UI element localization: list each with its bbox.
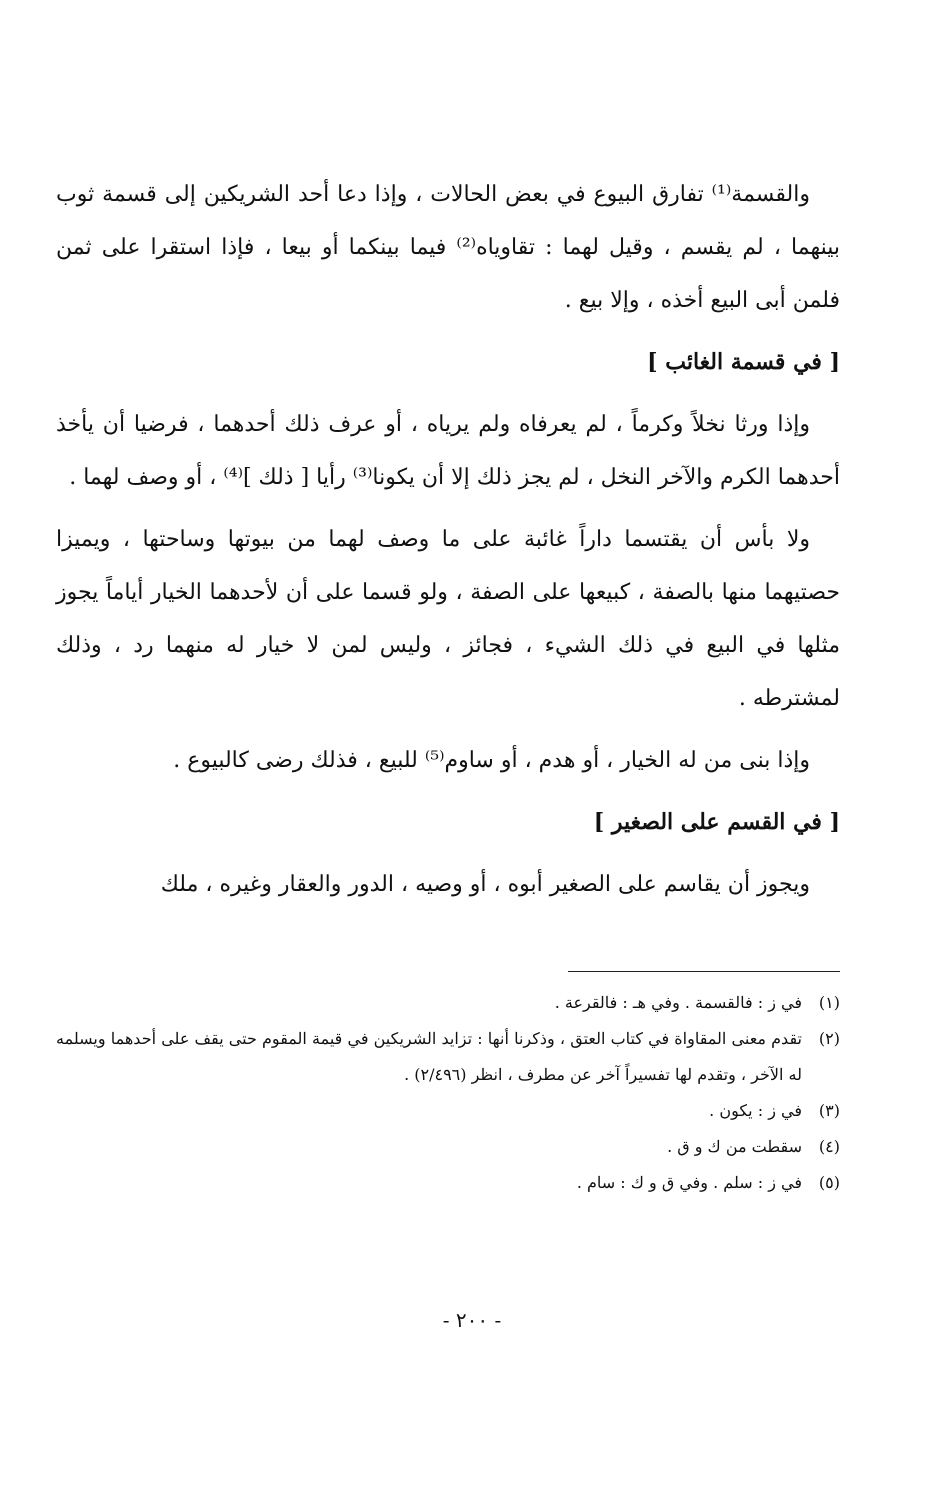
footnote-number: (١) [818, 993, 840, 1012]
footnote [56, 1021, 840, 1093]
footnote-text: تقدم معنى المقاواة في كتاب العتق ، وذكرنا أنها : تزايد الشريكين في قيمة المقوم حتى يقف على أحدهما ويسلمه له الآخر ، وتقدم لها تفسيراً آخر عن مطرف ، انظر (٢/٤٩٦) . [56, 1029, 802, 1084]
footnote-text: في ز : فالقسمة . وفي هـ : فالقرعة . [554, 993, 802, 1012]
section-heading: [ في قسمة الغائب ] [647, 349, 840, 375]
main-text [56, 168, 840, 911]
footnote-separator [568, 971, 840, 972]
section-heading: [ في القسم على الصغير ] [593, 809, 840, 835]
paragraph: والقسمة⁽¹⁾ تفارق البيوع في بعض الحالات ، وإذا دعا أحد الشريكين إلى قسمة ثوب بينهما ، لم يقسم ، وقيل لهما : تقاوياه⁽²⁾ فيما بينكما أو بيعا ، فإذا استقرا على ثمن فلمن أبى البيع أخذه ، وإلا بيع . [56, 182, 840, 313]
paragraph: ولا بأس أن يقتسما داراً غائبة على ما وصف لهما من بيوتها وساحتها ، ويميزا حصتيهما منها بالصفة ، كبيعها على الصفة ، ولو قسما على أن لأحدهما الخيار أياماً يجوز مثلها في البيع في ذلك الشيء ، فجائز ، وليس لمن لا خيار له منهما رد ، وذلك لمشترطه . [56, 527, 840, 711]
footnote [56, 1129, 840, 1165]
footnote [56, 1165, 840, 1201]
footnote [56, 985, 840, 1021]
footnote-number: (٢) [818, 1029, 840, 1048]
paragraph: ويجوز أن يقاسم على الصغير أبوه ، أو وصيه ، الدور والعقار وغيره ، ملك [160, 872, 810, 897]
paragraph: وإذا بنى من له الخيار ، أو هدم ، أو ساوم⁽⁵⁾ للبيع ، فذلك رضى كالبيوع . [173, 748, 810, 773]
footnote-number: (٥) [818, 1173, 840, 1192]
footnotes [56, 985, 840, 1201]
footnote [56, 1093, 840, 1129]
page-number: - ٢٠٠ - [442, 1308, 502, 1332]
footnote-text: في ز : يكون . [709, 1101, 802, 1120]
footnote-number: (٤) [818, 1137, 840, 1156]
paragraph: وإذا ورثا نخلاً وكرماً ، لم يعرفاه ولم يرياه ، أو عرف ذلك أحدهما ، فرضيا أن يأخذ أحدهما الكرم والآخر النخل ، لم يجز ذلك إلا أن يكونا⁽³⁾ رأيا [ ذلك ]⁽⁴⁾ ، أو وصف لهما . [56, 412, 840, 490]
footnote-text: في ز : سلم . وفي ق و ك : سام . [576, 1173, 802, 1192]
footnote-number: (٣) [818, 1101, 840, 1120]
footnote-text: سقطت من ك و ق . [667, 1137, 802, 1156]
